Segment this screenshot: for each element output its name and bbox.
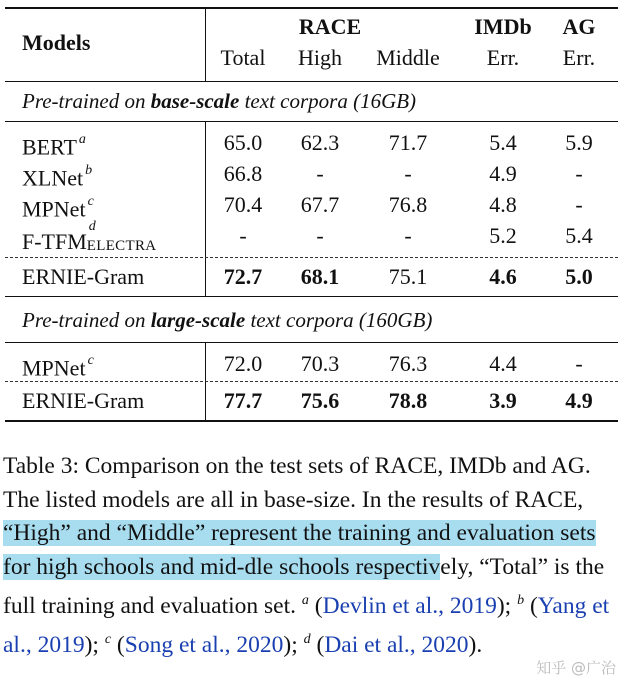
row-model: XLNet $^b$ (22, 163, 93, 191)
cell-imdb: 3.9 (489, 388, 517, 413)
cell-total: - (239, 223, 247, 248)
header-race: RACE (298, 14, 362, 39)
header-models: Models (22, 30, 91, 55)
cell-middle: 75.1 (388, 264, 428, 289)
watermark: 知乎 @广治 (536, 659, 616, 677)
footnote-marker: a (301, 593, 309, 608)
row-model: F-TFM d ELECTRA (22, 219, 157, 254)
section-rule (5, 296, 618, 297)
header-imdb-err: Err. (486, 45, 520, 70)
cell-total: 66.8 (223, 161, 263, 186)
header-high: High (298, 45, 342, 70)
cell-total: 72.0 (223, 351, 263, 376)
cell-total: 72.7 (223, 264, 263, 289)
cell-imdb: 4.9 (489, 161, 517, 186)
cell-middle: 76.8 (388, 192, 428, 217)
cell-ag: 5.4 (565, 223, 593, 248)
header-rule (5, 81, 618, 82)
caption-highlight: “High” and “Middle” represent the training and evaluation sets for high schools and mid-dle schools respectiv (3, 520, 596, 580)
citation-link[interactable]: Dai et al., 2020 (324, 632, 469, 659)
cell-imdb: 4.8 (489, 192, 517, 217)
table-caption: Table 3: Comparison on the test sets of RACE, IMDb and AG. The listed models are all in base-size. In the results of RACE, “High” and “Middle” represent the training and evaluation sets for high schools and mid-dle schools respectively, “Total” is the full training and evaluation set. $^a$ (Devlin et al., 2019); $^b$ (Yang et al., 2019); $^c$ (Song et al., 2020); $^d$ (Dai et al., 2020). (3, 453, 610, 659)
cell-imdb: 4.6 (489, 264, 517, 289)
row-model: MPNet $^c$ (22, 353, 94, 381)
bottom-rule (5, 420, 618, 422)
column-separator (205, 9, 206, 82)
citation-link[interactable]: Yang et al., 2019 (3, 592, 610, 659)
cell-ag: - (575, 351, 583, 376)
section-rule (5, 342, 618, 343)
cell-imdb: 5.4 (489, 130, 517, 155)
cell-ag: 5.9 (565, 130, 593, 155)
column-separator (205, 122, 206, 296)
top-rule (5, 7, 618, 9)
footnote-marker: c (104, 632, 112, 648)
cell-high: - (316, 161, 324, 186)
cell-high: 68.1 (300, 264, 340, 289)
cell-high: 75.6 (300, 388, 340, 413)
section-large-scale: Pre-trained on large-scale text corpora (160GB) (22, 308, 433, 332)
header-imdb: IMDb (474, 14, 532, 39)
header-ag-err: Err. (562, 45, 596, 70)
cell-ag: 5.0 (565, 264, 593, 289)
cell-middle: 76.3 (388, 351, 428, 376)
cell-total: 65.0 (223, 130, 263, 155)
cell-ag: - (575, 192, 583, 217)
cell-imdb: 5.2 (489, 223, 517, 248)
citation-link[interactable]: Song et al., 2020 (124, 632, 284, 659)
row-model: MPNet $^c$ (22, 194, 94, 222)
cell-ag: - (575, 161, 583, 186)
cell-middle: - (404, 161, 412, 186)
row-model: BERT $^a$ (22, 132, 86, 160)
cell-high: 67.7 (300, 192, 340, 217)
caption-text: Table 3: Comparison on the test sets of RACE, IMDb and AG. The listed models are all in base-size. In the results of RACE, (3, 453, 591, 513)
header-total: Total (220, 45, 266, 70)
cell-imdb: 4.4 (489, 351, 517, 376)
row-model: ERNIE-Gram (22, 264, 145, 289)
header-middle: Middle (376, 45, 440, 70)
dashed-rule (5, 381, 618, 382)
cell-high: - (316, 223, 324, 248)
cell-middle: 71.7 (388, 130, 428, 155)
cell-middle: 78.8 (388, 388, 428, 413)
citation-link[interactable]: Devlin et al., 2019 (322, 592, 497, 619)
cell-high: 70.3 (300, 351, 340, 376)
cell-total: 77.7 (223, 388, 263, 413)
cell-ag: 4.9 (565, 388, 593, 413)
footnote-marker: d (303, 632, 311, 648)
cell-total: 70.4 (223, 192, 263, 217)
row-model: ERNIE-Gram (22, 388, 145, 413)
cell-middle: - (404, 223, 412, 248)
cell-high: 62.3 (300, 130, 340, 155)
section-rule (5, 121, 618, 122)
dashed-rule (5, 257, 618, 258)
caption-text: ely, “Total” is the full training and evaluation set. (3, 553, 605, 619)
footnote-marker: b (517, 593, 525, 608)
header-ag: AG (562, 14, 596, 39)
section-base-scale: Pre-trained on base-scale text corpora (16GB) (22, 89, 417, 113)
